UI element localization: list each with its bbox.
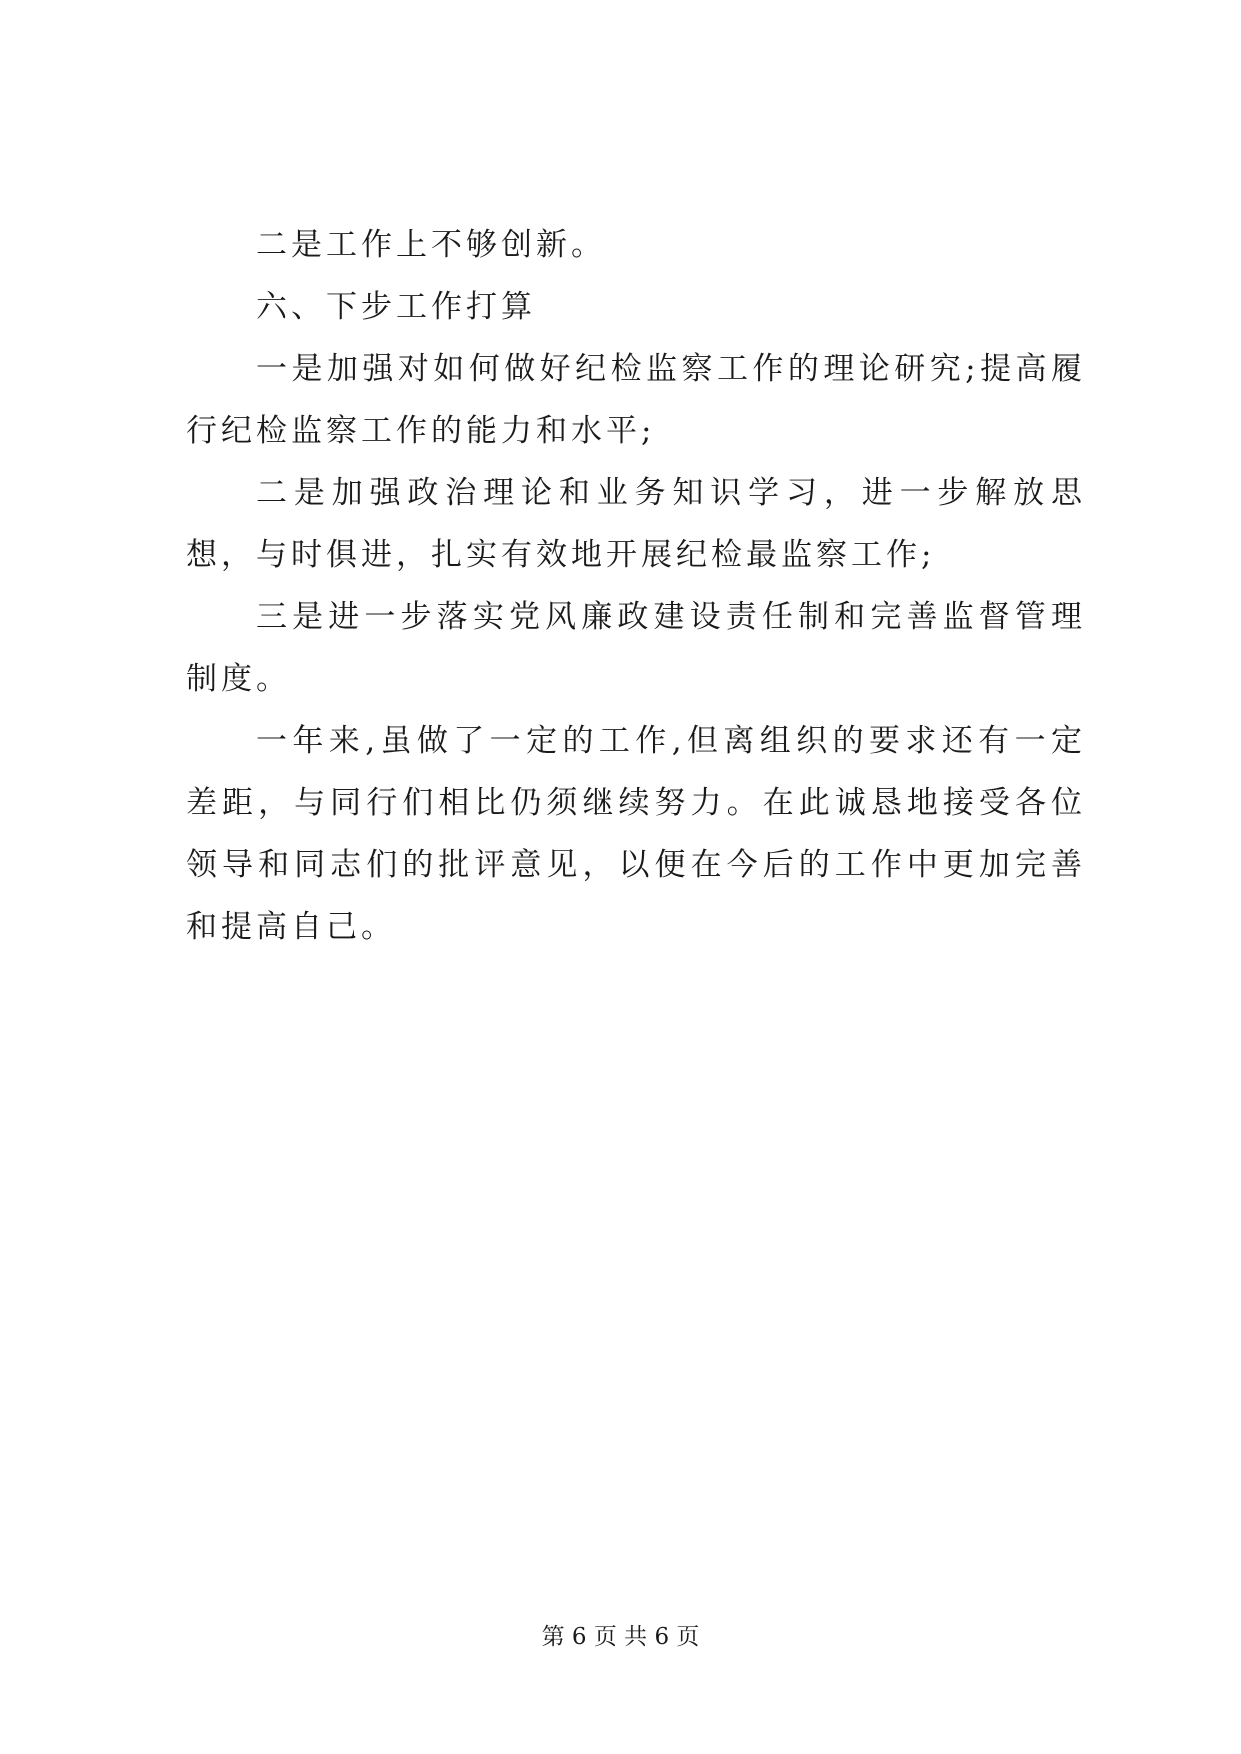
page-footer [0, 1622, 1241, 1652]
paragraph: 二是工作上不够创新。 [256, 227, 606, 263]
page-number: 第 6 页 共 6 页 [541, 1624, 700, 1650]
document-body [186, 214, 1086, 958]
paragraph: 二是加强政治理论和业务知识学习，进一步解放思想，与时俱进，扎实有效地开展纪检最监察工作; [186, 475, 1086, 573]
section-heading: 六、下步工作打算 [256, 289, 536, 325]
paragraph: 一年来,虽做了一定的工作,但离组织的要求还有一定差距，与同行们相比仍须继续努力。在此诚恳地接受各位领导和同志们的批评意见，以便在今后的工作中更加完善和提高自己。 [186, 723, 1086, 945]
paragraph: 三是进一步落实党风廉政建设责任制和完善监督管理制度。 [186, 599, 1086, 697]
paragraph: 一是加强对如何做好纪检监察工作的理论研究;提高履行纪检监察工作的能力和水平; [186, 351, 1086, 449]
